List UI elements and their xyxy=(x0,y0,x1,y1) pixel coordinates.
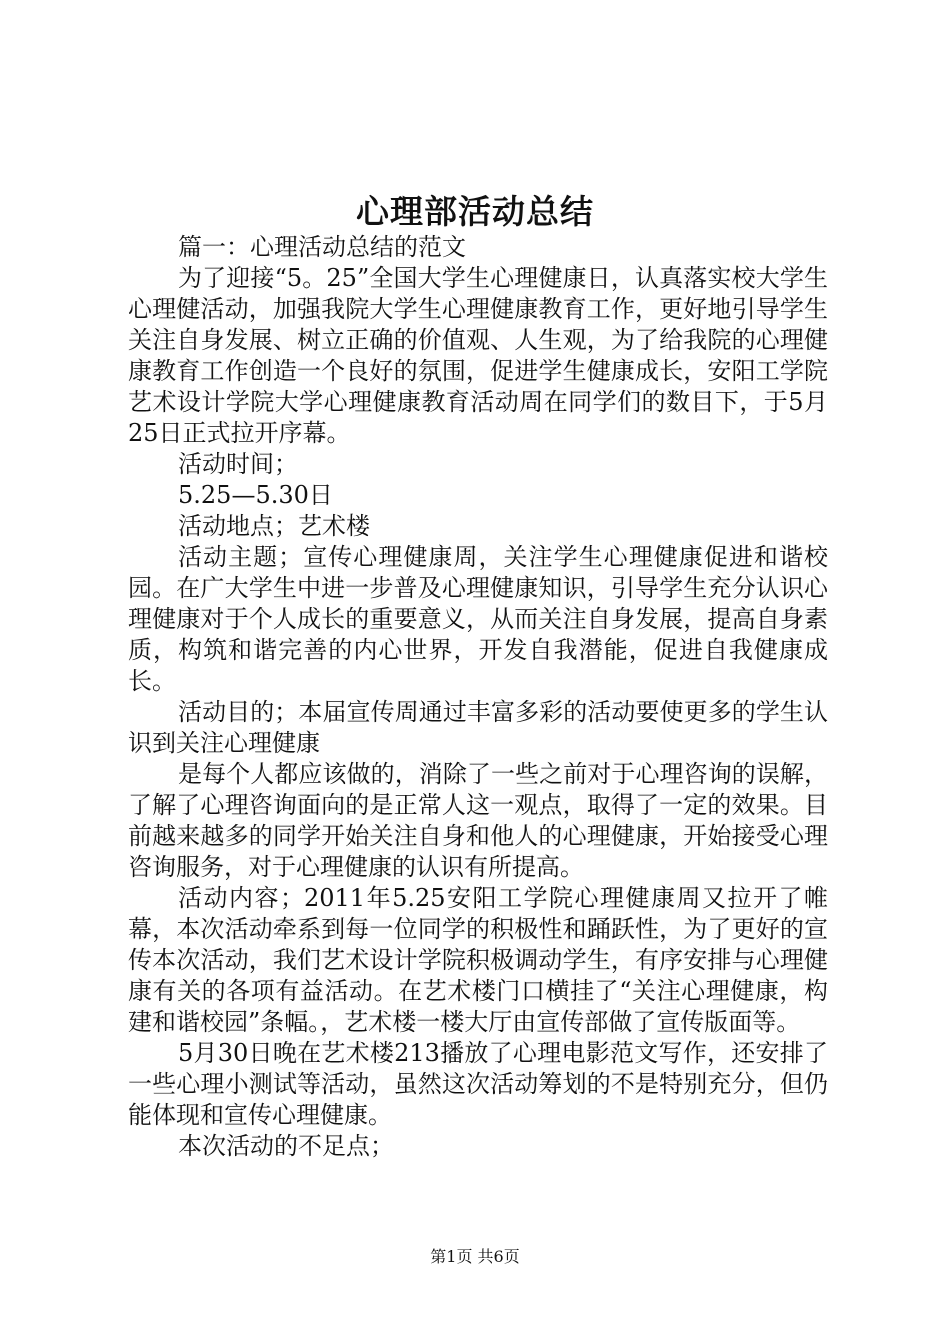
paragraph: 为了迎接“5。25”全国大学生心理健康日，认真落实校大学生心理健活动，加强我院大学生心理健康教育工作，更好地引导学生关注自身发展、树立正确的价值观、人生观，为了给我院的心理健康教育工作创造一个良好的氛围，促进学生健康成长，安阳工学院艺术设计学院大学心理健康教育活动周在同学们的数目下，于5月25日正式拉开序幕。 xyxy=(128,264,828,447)
paragraph: 活动内容；2011年5.25安阳工学院心理健康周又拉开了帷幕，本次活动牵系到每一位同学的积极性和踊跃性，为了更好的宣传本次活动，我们艺术设计学院积极调动学生，有序安排与心理健康有关的各项有益活动。在艺术楼门口横挂了“关注心理健康，构建和谐校园”条幅。，艺术楼一楼大厅由宣传部做了宣传版面等。 xyxy=(128,884,828,1036)
document-title: 心理部活动总结 xyxy=(356,192,594,231)
paragraph: 本次活动的不足点； xyxy=(178,1132,394,1160)
paragraph: 是每个人都应该做的，消除了一些之前对于心理咨询的误解，了解了心理咨询面向的是正常人这一观点，取得了一定的效果。目前越来越多的同学开始关注自身和他人的心理健康，开始接受心理咨询服务，对于心理健康的认识有所提高。 xyxy=(128,760,828,881)
paragraph: 活动地点；艺术楼 xyxy=(178,512,370,540)
paragraph: 活动时间； xyxy=(178,450,298,478)
paragraph: 活动主题；宣传心理健康周，关注学生心理健康促进和谐校园。在广大学生中进一步普及心理健康知识，引导学生充分认识心理健康对于个人成长的重要意义，从而关注自身发展，提高自身素质，构筑和谐完善的内心世界，开发自我潜能，促进自我健康成长。 xyxy=(128,543,828,695)
document-body xyxy=(128,232,828,1162)
page-footer: 第1页 共6页 xyxy=(430,1247,520,1266)
paragraph: 活动目的；本届宣传周通过丰富多彩的活动要使更多的学生认识到关注心理健康 xyxy=(128,698,828,757)
paragraph: 5.25—5.30日 xyxy=(178,481,333,509)
paragraph: 5月30日晚在艺术楼213播放了心理电影范文写作，还安排了一些心理小测试等活动，虽然这次活动筹划的不是特别充分，但仍能体现和宣传心理健康。 xyxy=(128,1039,828,1129)
paragraph: 篇一：心理活动总结的范文 xyxy=(178,233,466,261)
